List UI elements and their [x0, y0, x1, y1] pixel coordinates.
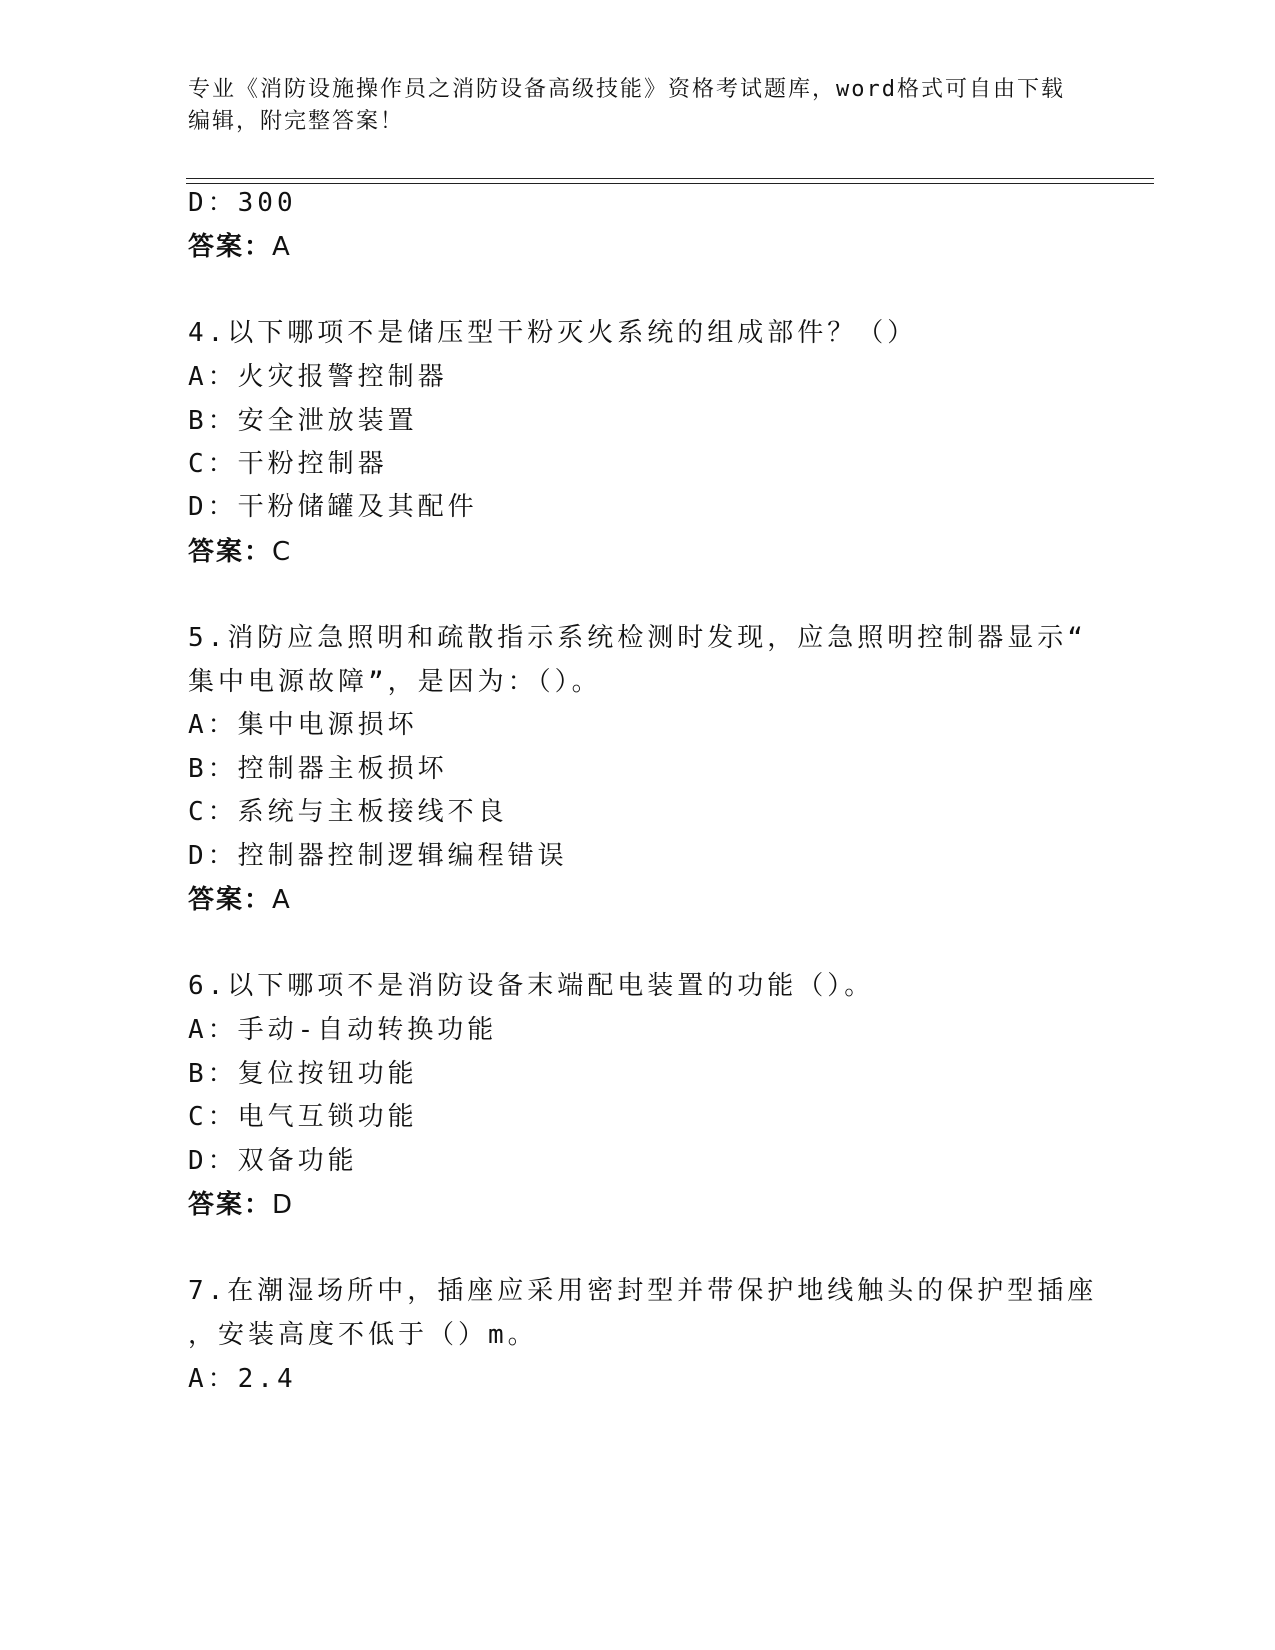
question-stem: 4.以下哪项不是储压型干粉灭火系统的组成部件？（）: [188, 318, 918, 348]
question-stem: 5.消防应急照明和疏散指示系统检测时发现，应急照明控制器显示“: [188, 623, 1087, 653]
option-c: C：电气互锁功能: [188, 1102, 418, 1132]
answer-label: 答案：: [188, 885, 273, 915]
option-b: B：复位按钮功能: [188, 1059, 418, 1089]
option-d: D：300: [188, 188, 297, 218]
option-a: A：集中电源损坏: [188, 710, 418, 740]
option-d: D：干粉储罐及其配件: [188, 492, 478, 522]
option-c: C：系统与主板接线不良: [188, 797, 508, 827]
question-stem-continued: 集中电源故障”，是因为：（）。: [188, 667, 602, 697]
document-header: 专业《消防设施操作员之消防设备高级技能》资格考试题库，word格式可自由下载编辑，附完整答案！: [188, 77, 1065, 134]
answer-label: 答案：: [188, 232, 273, 262]
question-stem: 6.以下哪项不是消防设备末端配电装置的功能（）。: [188, 971, 875, 1001]
answer-label: 答案：: [188, 537, 273, 567]
option-b: B：安全泄放装置: [188, 406, 418, 436]
answer-value: A: [272, 232, 292, 262]
answer-value: C: [272, 537, 293, 567]
answer-line: [188, 230, 292, 264]
option-a: A：2.4: [188, 1364, 297, 1394]
option-c: C：干粉控制器: [188, 449, 388, 479]
question-stem-continued: ，安装高度不低于（）m。: [188, 1320, 538, 1350]
answer-label: 答案：: [188, 1190, 273, 1220]
option-d: D：双备功能: [188, 1146, 358, 1176]
header-divider-top: [186, 178, 1154, 179]
answer-value: D: [272, 1190, 295, 1220]
option-b: B：控制器主板损坏: [188, 754, 448, 784]
option-d: D：控制器控制逻辑编程错误: [188, 841, 568, 871]
answer-line: [188, 535, 292, 569]
option-a: A：火灾报警控制器: [188, 362, 448, 392]
answer-line: [188, 1188, 294, 1222]
answer-value: A: [272, 885, 292, 915]
question-stem: 7.在潮湿场所中，插座应采用密封型并带保护地线触头的保护型插座: [188, 1276, 1098, 1306]
answer-line: [188, 883, 292, 917]
option-a: A：手动-自动转换功能: [188, 1015, 498, 1045]
header-divider-bottom: [186, 183, 1154, 184]
